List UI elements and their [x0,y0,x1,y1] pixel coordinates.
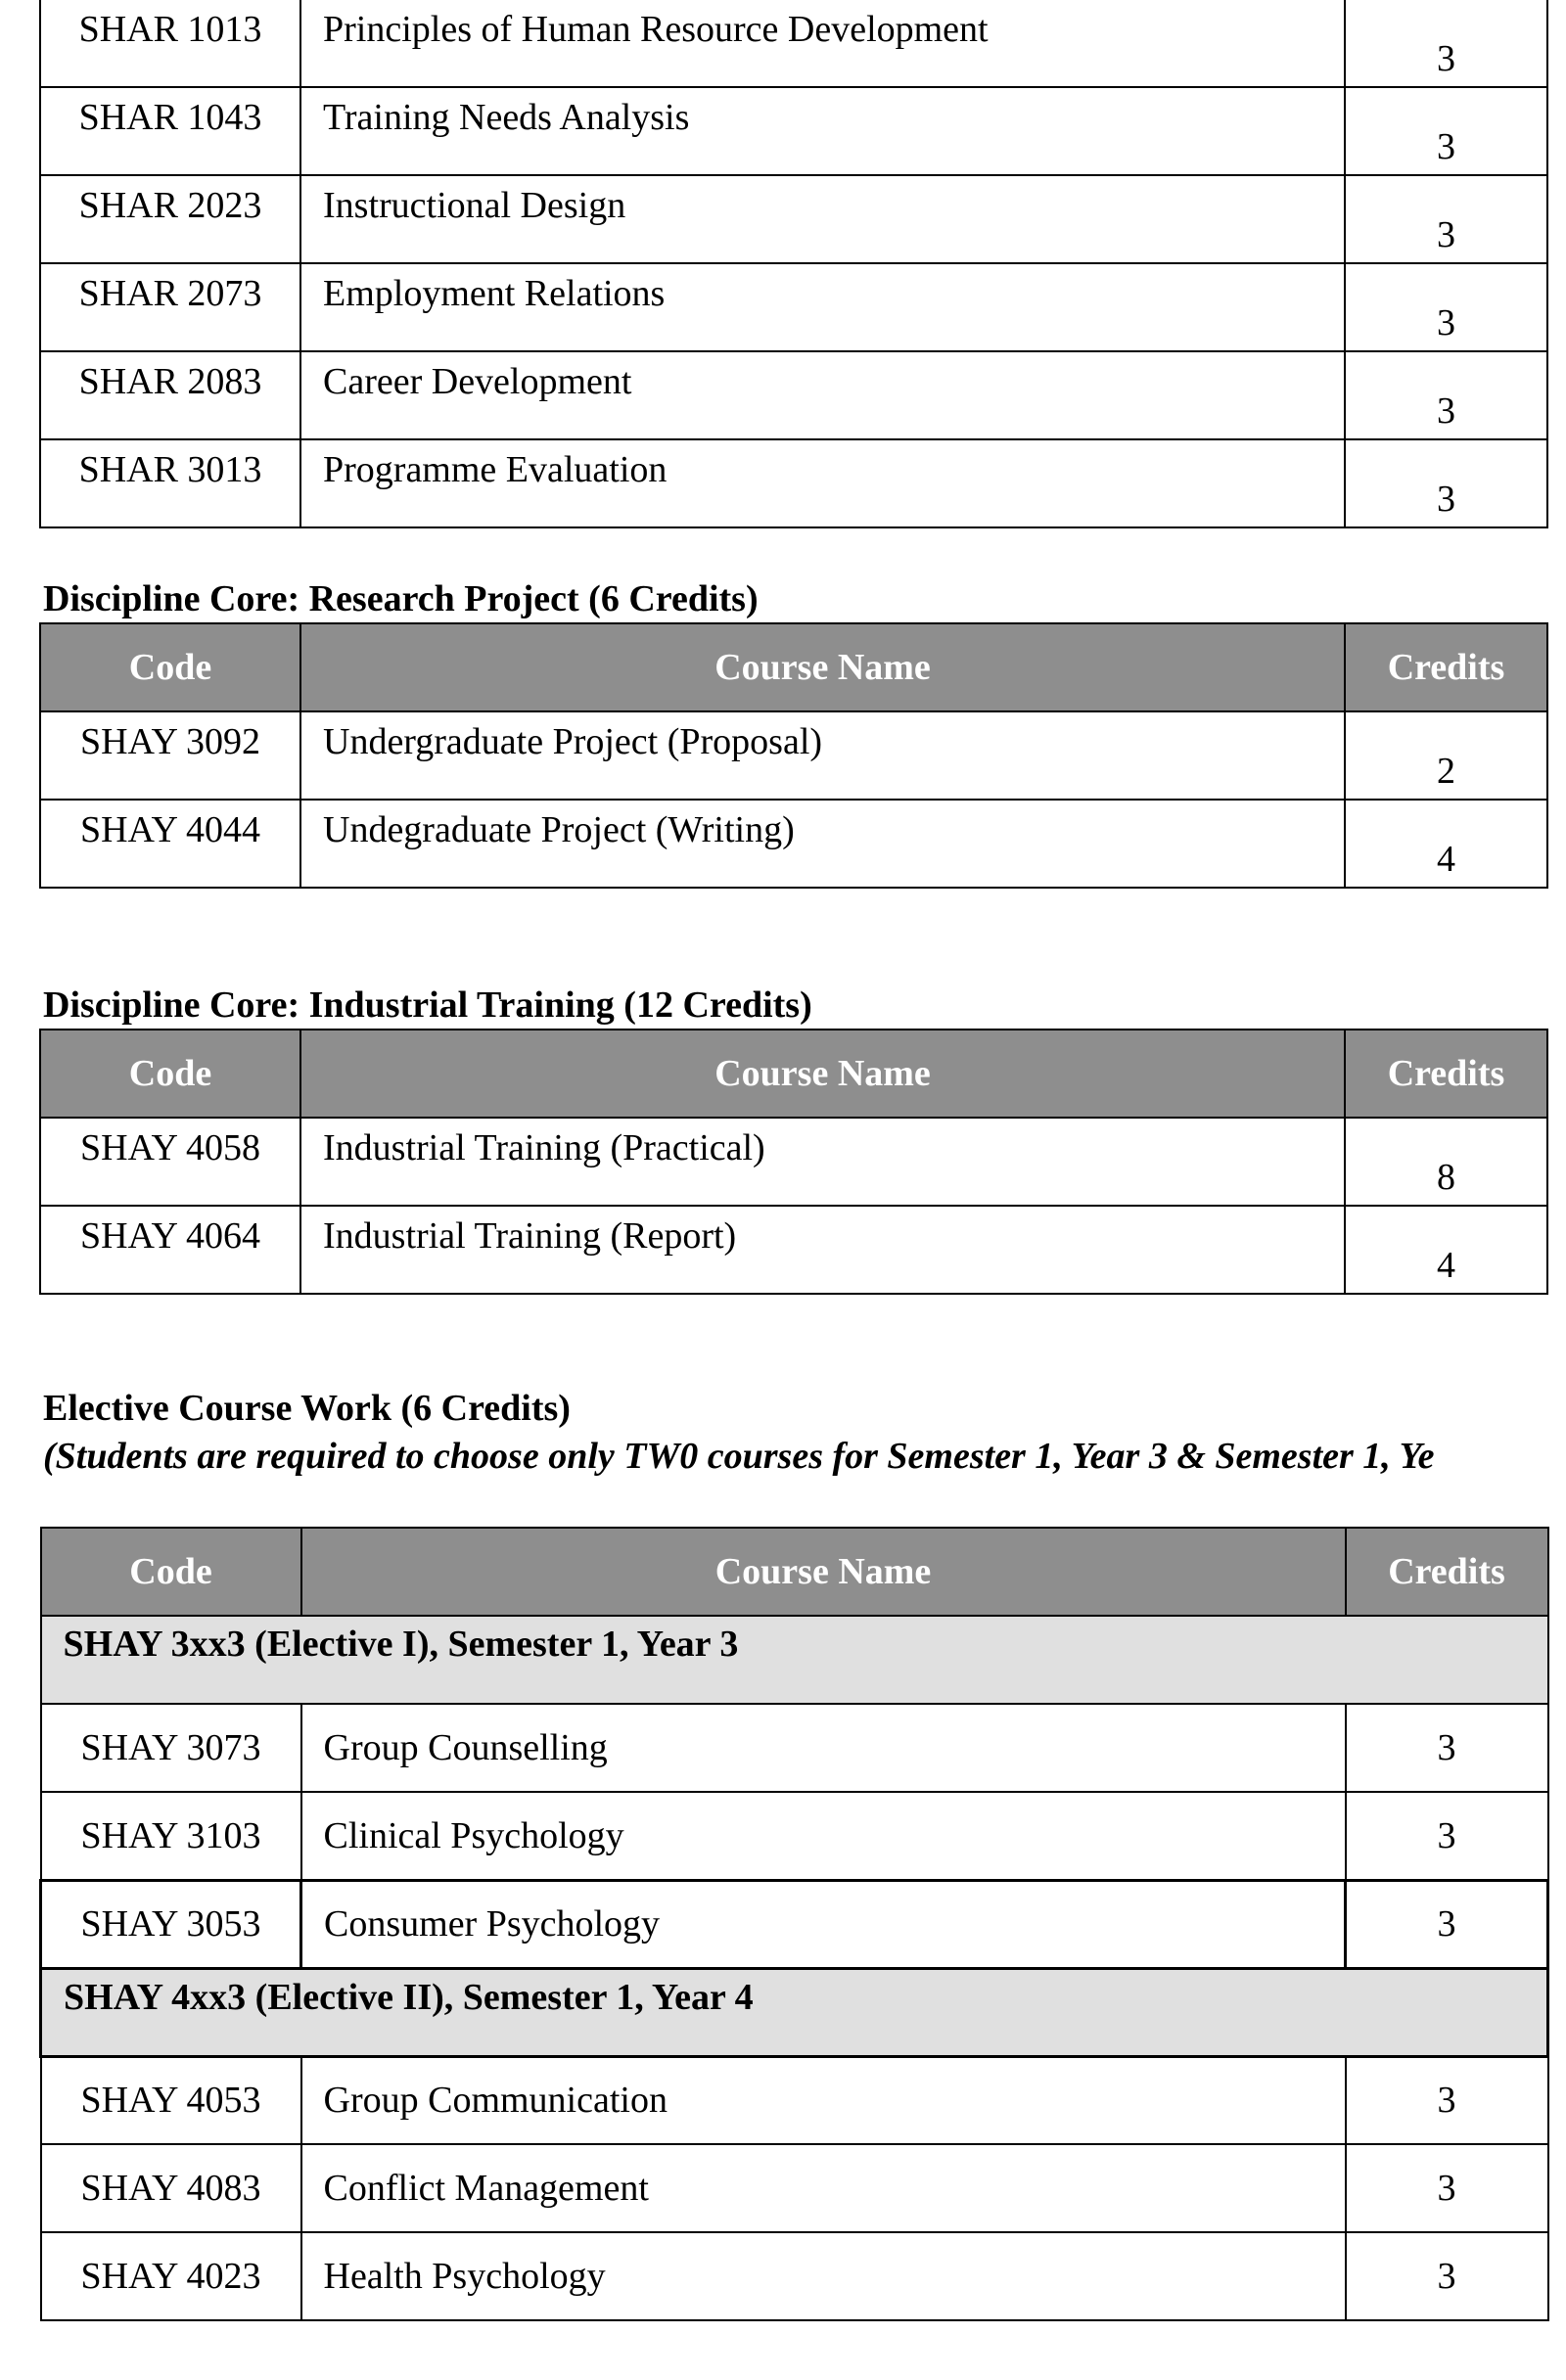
credits-column-header: Credits [1345,623,1547,711]
industrial-course-table [39,1029,1548,1295]
table-header-row [40,623,1547,711]
course-name: Programme Evaluation [300,439,1345,527]
table-row [41,2232,1548,2320]
course-code: SHAR 3013 [40,439,300,527]
course-credits: 8 [1345,1118,1547,1206]
research-section-title: Discipline Core: Research Project (6 Credits) [43,578,759,619]
table-row [40,175,1547,263]
credits-column-header: Credits [1345,1030,1547,1118]
course-code: SHAY 4053 [41,2056,301,2144]
course-credits: 3 [1346,1704,1548,1792]
course-code: SHAR 2083 [40,351,300,439]
course-credits: 4 [1345,1206,1547,1294]
course-credits: 3 [1345,175,1547,263]
course-code: SHAY 4023 [41,2232,301,2320]
table-row [40,0,1547,87]
table-row [40,263,1547,351]
course-code: SHAR 2023 [40,175,300,263]
course-name: Training Needs Analysis [300,87,1345,175]
course-credits: 3 [1346,2144,1548,2232]
course-name: Undegraduate Project (Writing) [300,800,1345,888]
table-row [40,1118,1547,1206]
course-credits: 3 [1346,2056,1548,2144]
course-code: SHAY 4064 [40,1206,300,1294]
research-course-table [39,622,1548,889]
table-row [40,800,1547,888]
course-code: SHAY 4058 [40,1118,300,1206]
table-header-row [40,1030,1547,1118]
elective-note: (Students are required to choose only TW0 courses for Semester 1, Year 3 & Semester 1, Ye [43,1436,1435,1477]
table-row [40,87,1547,175]
course-name: Career Development [300,351,1345,439]
hr-course-table [39,0,1548,528]
course-code: SHAY 3073 [41,1704,301,1792]
course-code: SHAY 3103 [41,1792,301,1880]
course-credits: 3 [1345,263,1547,351]
course-name-column-header: Course Name [301,1528,1346,1616]
course-credits: 3 [1345,439,1547,527]
course-name: Instructional Design [300,175,1345,263]
elective-group-label: SHAY 3xx3 (Elective I), Semester 1, Year 3 [41,1616,1548,1704]
course-name: Conflict Management [301,2144,1346,2232]
table-row [40,439,1547,527]
elective-group-row [41,1968,1548,2056]
elective-section-title: Elective Course Work (6 Credits) [43,1388,571,1429]
course-name-column-header: Course Name [300,1030,1345,1118]
course-name: Group Counselling [301,1704,1346,1792]
code-column-header: Code [40,623,300,711]
course-name: Employment Relations [300,263,1345,351]
course-credits: 3 [1346,1792,1548,1880]
course-credits: 2 [1345,711,1547,800]
course-name: Clinical Psychology [301,1792,1346,1880]
elective-group-label: SHAY 4xx3 (Elective II), Semester 1, Year 4 [41,1968,1548,2056]
course-name: Industrial Training (Practical) [300,1118,1345,1206]
course-code: SHAY 3053 [41,1880,301,1968]
course-credits: 4 [1345,800,1547,888]
course-code: SHAY 4083 [41,2144,301,2232]
table-row [40,351,1547,439]
credits-column-header: Credits [1346,1528,1548,1616]
course-name-column-header: Course Name [300,623,1345,711]
table-row [40,711,1547,800]
elective-course-table [39,1527,1549,2321]
course-name: Group Communication [301,2056,1346,2144]
table-row [41,2144,1548,2232]
table-row [40,1206,1547,1294]
course-credits: 3 [1345,87,1547,175]
course-name: Health Psychology [301,2232,1346,2320]
code-column-header: Code [40,1030,300,1118]
table-row [41,1704,1548,1792]
course-code: SHAR 1043 [40,87,300,175]
course-name: Consumer Psychology [301,1880,1346,1968]
course-name: Undergraduate Project (Proposal) [300,711,1345,800]
table-row [41,1880,1548,1968]
industrial-section-title: Discipline Core: Industrial Training (12 Credits) [43,984,812,1026]
course-name: Principles of Human Resource Development [300,0,1345,87]
table-header-row [41,1528,1548,1616]
course-credits: 3 [1346,1880,1548,1968]
course-credits: 3 [1345,0,1547,87]
elective-group-row [41,1616,1548,1704]
course-code: SHAR 2073 [40,263,300,351]
table-row [41,1792,1548,1880]
course-code: SHAR 1013 [40,0,300,87]
course-code: SHAY 3092 [40,711,300,800]
code-column-header: Code [41,1528,301,1616]
table-row [41,2056,1548,2144]
course-code: SHAY 4044 [40,800,300,888]
course-name: Industrial Training (Report) [300,1206,1345,1294]
course-credits: 3 [1345,351,1547,439]
course-credits: 3 [1346,2232,1548,2320]
